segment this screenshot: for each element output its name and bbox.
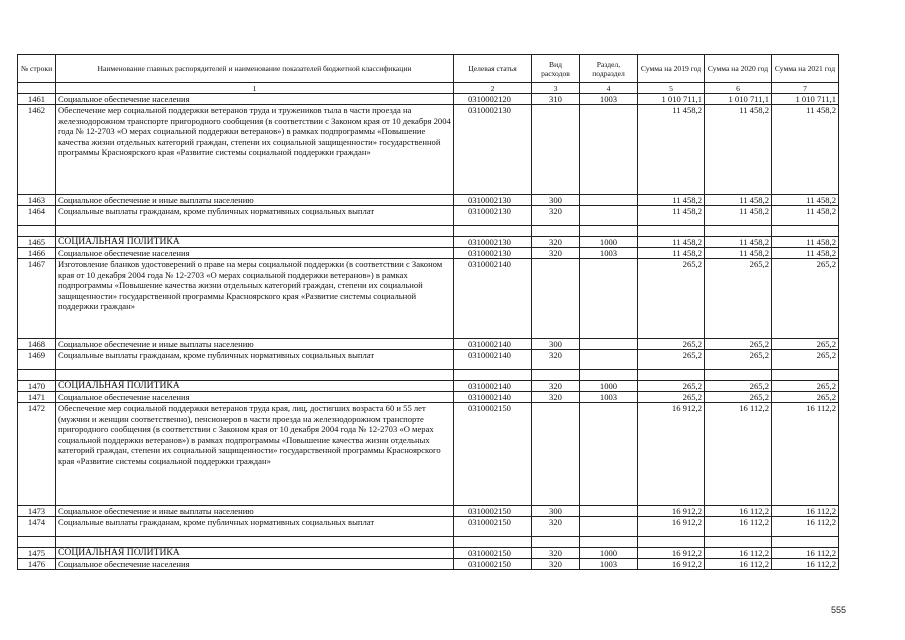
row-section: 1003 xyxy=(580,392,638,403)
header-sum-2020: Сумма на 2020 год xyxy=(705,55,772,83)
row-target-code: 0310002140 xyxy=(454,339,532,350)
header-col-number: 4 xyxy=(580,83,638,94)
row-number: 1476 xyxy=(18,559,56,570)
row-sum-2020: 1 010 711,1 xyxy=(705,94,772,105)
row-number: 1463 xyxy=(18,195,56,206)
table-row xyxy=(18,94,839,105)
row-sum-2021: 11 458,2 xyxy=(772,237,839,248)
row-section xyxy=(580,517,638,537)
spacer-cell xyxy=(532,370,580,381)
row-number: 1468 xyxy=(18,339,56,350)
row-sum-2020: 11 458,2 xyxy=(705,195,772,206)
table-header xyxy=(18,55,839,94)
table-row xyxy=(18,105,839,195)
table-row xyxy=(18,339,839,350)
row-spacer xyxy=(18,370,839,381)
row-expense-type: 320 xyxy=(532,350,580,370)
row-section xyxy=(580,339,638,350)
row-section: 1000 xyxy=(580,381,638,392)
row-sum-2020: 265,2 xyxy=(705,381,772,392)
row-section xyxy=(580,195,638,206)
table-row xyxy=(18,248,839,259)
row-name: Социальные выплаты гражданам, кроме публичных нормативных социальных выплат xyxy=(56,517,454,537)
header-num: № строки xyxy=(18,55,56,83)
table-row xyxy=(18,381,839,392)
row-expense-type: 300 xyxy=(532,339,580,350)
row-target-code: 0310002140 xyxy=(454,392,532,403)
row-sum-2019: 16 912,2 xyxy=(638,403,705,506)
row-number: 1472 xyxy=(18,403,56,506)
row-number: 1473 xyxy=(18,506,56,517)
row-number: 1461 xyxy=(18,94,56,105)
row-expense-type: 320 xyxy=(532,517,580,537)
row-section xyxy=(580,259,638,339)
table-body xyxy=(18,94,839,570)
row-sum-2021: 11 458,2 xyxy=(772,206,839,226)
header-col-number: 5 xyxy=(638,83,705,94)
spacer-cell xyxy=(705,370,772,381)
row-number: 1464 xyxy=(18,206,56,226)
spacer-cell xyxy=(638,370,705,381)
row-sum-2019: 1 010 711,1 xyxy=(638,94,705,105)
row-section xyxy=(580,506,638,517)
table-row xyxy=(18,350,839,370)
row-section xyxy=(580,105,638,195)
row-target-code: 0310002140 xyxy=(454,350,532,370)
table-row xyxy=(18,206,839,226)
row-number: 1474 xyxy=(18,517,56,537)
row-sum-2019: 265,2 xyxy=(638,381,705,392)
spacer-cell xyxy=(532,537,580,548)
row-target-code: 0310002140 xyxy=(454,259,532,339)
row-sum-2021: 16 112,2 xyxy=(772,548,839,559)
row-section xyxy=(580,350,638,370)
table-row xyxy=(18,403,839,506)
spacer-cell xyxy=(638,226,705,237)
spacer-cell xyxy=(772,537,839,548)
row-sum-2021: 16 112,2 xyxy=(772,559,839,570)
row-name: Социальное обеспечение населения xyxy=(56,559,454,570)
row-number: 1467 xyxy=(18,259,56,339)
spacer-cell xyxy=(454,226,532,237)
row-target-code: 0310002120 xyxy=(454,94,532,105)
row-sum-2021: 265,2 xyxy=(772,259,839,339)
spacer-cell xyxy=(18,537,56,548)
row-sum-2021: 265,2 xyxy=(772,392,839,403)
row-expense-type xyxy=(532,403,580,506)
table-row xyxy=(18,548,839,559)
row-number: 1462 xyxy=(18,105,56,195)
row-expense-type: 320 xyxy=(532,206,580,226)
row-sum-2021: 16 112,2 xyxy=(772,517,839,537)
row-sum-2019: 16 912,2 xyxy=(638,517,705,537)
spacer-cell xyxy=(454,370,532,381)
row-expense-type xyxy=(532,259,580,339)
row-number: 1469 xyxy=(18,350,56,370)
row-section: 1003 xyxy=(580,94,638,105)
row-sum-2021: 11 458,2 xyxy=(772,248,839,259)
row-name: СОЦИАЛЬНАЯ ПОЛИТИКА xyxy=(56,237,454,248)
row-sum-2020: 11 458,2 xyxy=(705,206,772,226)
row-sum-2021: 265,2 xyxy=(772,350,839,370)
header-col-number xyxy=(18,83,56,94)
row-expense-type: 320 xyxy=(532,392,580,403)
row-name: Социальное обеспечение и иные выплаты населению xyxy=(56,195,454,206)
row-target-code: 0310002140 xyxy=(454,381,532,392)
row-sum-2019: 265,2 xyxy=(638,339,705,350)
row-sum-2019: 11 458,2 xyxy=(638,237,705,248)
row-sum-2019: 16 912,2 xyxy=(638,559,705,570)
row-number: 1466 xyxy=(18,248,56,259)
row-sum-2019: 11 458,2 xyxy=(638,206,705,226)
row-name: Социальное обеспечение и иные выплаты населению xyxy=(56,339,454,350)
row-section: 1000 xyxy=(580,548,638,559)
row-sum-2020: 16 112,2 xyxy=(705,548,772,559)
row-sum-2021: 265,2 xyxy=(772,339,839,350)
row-sum-2019: 11 458,2 xyxy=(638,105,705,195)
budget-table xyxy=(17,54,839,570)
row-sum-2019: 265,2 xyxy=(638,259,705,339)
table-row xyxy=(18,517,839,537)
table-row xyxy=(18,392,839,403)
row-sum-2021: 1 010 711,1 xyxy=(772,94,839,105)
header-col-number: 2 xyxy=(454,83,532,94)
row-sum-2020: 11 458,2 xyxy=(705,237,772,248)
row-name: Социальное обеспечение населения xyxy=(56,94,454,105)
row-section: 1003 xyxy=(580,248,638,259)
spacer-cell xyxy=(772,226,839,237)
row-name: СОЦИАЛЬНАЯ ПОЛИТИКА xyxy=(56,548,454,559)
row-number: 1475 xyxy=(18,548,56,559)
header-sum-2021: Сумма на 2021 год xyxy=(772,55,839,83)
row-expense-type: 300 xyxy=(532,195,580,206)
row-expense-type: 320 xyxy=(532,237,580,248)
row-sum-2021: 11 458,2 xyxy=(772,105,839,195)
row-target-code: 0310002150 xyxy=(454,517,532,537)
row-name: Социальное обеспечение населения xyxy=(56,248,454,259)
header-col-number: 7 xyxy=(772,83,839,94)
row-target-code: 0310002150 xyxy=(454,403,532,506)
row-sum-2021: 16 112,2 xyxy=(772,403,839,506)
row-name: Социальные выплаты гражданам, кроме публичных нормативных социальных выплат xyxy=(56,206,454,226)
row-target-code: 0310002130 xyxy=(454,237,532,248)
spacer-cell xyxy=(18,370,56,381)
row-sum-2020: 11 458,2 xyxy=(705,248,772,259)
row-sum-2020: 265,2 xyxy=(705,392,772,403)
row-target-code: 0310002130 xyxy=(454,105,532,195)
spacer-cell xyxy=(580,226,638,237)
table-row xyxy=(18,559,839,570)
row-name: Обеспечение мер социальной поддержки ветеранов труда и тружеников тыла в части проезда на железнодорожном транспорте пригородного сообщения (в соответствии с Законом края от 10 декабря 2004 года № 12-2703 «О мерах социальной поддержки ветеранов») в рамках подпрограммы «Повышение качества жизни отдельных категорий граждан, степени их социальной защищенности» государственной программы Красноярского края «Развитие системы социальной поддержки граждан» xyxy=(56,105,454,195)
table-row xyxy=(18,259,839,339)
row-expense-type: 320 xyxy=(532,548,580,559)
spacer-cell xyxy=(454,537,532,548)
row-target-code: 0310002150 xyxy=(454,506,532,517)
row-sum-2019: 11 458,2 xyxy=(638,248,705,259)
row-expense-type: 310 xyxy=(532,94,580,105)
row-number: 1471 xyxy=(18,392,56,403)
row-sum-2020: 16 112,2 xyxy=(705,506,772,517)
row-sum-2020: 265,2 xyxy=(705,259,772,339)
row-target-code: 0310002130 xyxy=(454,206,532,226)
header-col-number: 3 xyxy=(532,83,580,94)
header-col-number: 6 xyxy=(705,83,772,94)
row-name: Социальное обеспечение и иные выплаты населению xyxy=(56,506,454,517)
spacer-cell xyxy=(56,537,454,548)
table-row xyxy=(18,195,839,206)
table-row xyxy=(18,237,839,248)
row-sum-2019: 16 912,2 xyxy=(638,548,705,559)
row-sum-2021: 11 458,2 xyxy=(772,195,839,206)
page-number: 555 xyxy=(831,605,847,615)
row-target-code: 0310002130 xyxy=(454,248,532,259)
row-sum-2020: 16 112,2 xyxy=(705,403,772,506)
spacer-cell xyxy=(772,370,839,381)
row-target-code: 0310002150 xyxy=(454,559,532,570)
row-expense-type: 300 xyxy=(532,506,580,517)
spacer-cell xyxy=(705,537,772,548)
row-name: Социальные выплаты гражданам, кроме публичных нормативных социальных выплат xyxy=(56,350,454,370)
header-vid: Вид расходов xyxy=(532,55,580,83)
row-sum-2021: 265,2 xyxy=(772,381,839,392)
row-sum-2020: 16 112,2 xyxy=(705,517,772,537)
row-sum-2019: 16 912,2 xyxy=(638,506,705,517)
header-col-number: 1 xyxy=(56,83,454,94)
spacer-cell xyxy=(18,226,56,237)
row-target-code: 0310002150 xyxy=(454,548,532,559)
row-sum-2019: 265,2 xyxy=(638,392,705,403)
row-number: 1465 xyxy=(18,237,56,248)
spacer-cell xyxy=(638,537,705,548)
header-code: Целевая статья xyxy=(454,55,532,83)
row-section: 1003 xyxy=(580,559,638,570)
spacer-cell xyxy=(56,370,454,381)
row-sum-2020: 265,2 xyxy=(705,339,772,350)
row-expense-type: 320 xyxy=(532,248,580,259)
row-sum-2020: 16 112,2 xyxy=(705,559,772,570)
row-target-code: 0310002130 xyxy=(454,195,532,206)
header-razdel: Раздел, подраздел xyxy=(580,55,638,83)
row-spacer xyxy=(18,226,839,237)
spacer-cell xyxy=(580,537,638,548)
row-expense-type: 320 xyxy=(532,559,580,570)
row-sum-2019: 265,2 xyxy=(638,350,705,370)
row-number: 1470 xyxy=(18,381,56,392)
spacer-cell xyxy=(56,226,454,237)
row-sum-2020: 11 458,2 xyxy=(705,105,772,195)
row-section xyxy=(580,403,638,506)
row-sum-2021: 16 112,2 xyxy=(772,506,839,517)
header-sum-2019: Сумма на 2019 год xyxy=(638,55,705,83)
row-name: СОЦИАЛЬНАЯ ПОЛИТИКА xyxy=(56,381,454,392)
row-spacer xyxy=(18,537,839,548)
row-name: Социальное обеспечение населения xyxy=(56,392,454,403)
row-sum-2020: 265,2 xyxy=(705,350,772,370)
row-expense-type: 320 xyxy=(532,381,580,392)
row-name: Обеспечение мер социальной поддержки ветеранов труда края, лиц, достигших возраста 60 и 55 лет (мужчин и женщин соответственно), пенсионеров в части проезда на железнодорожном транспорте пригородного сообщения (в соответствии с Законом края от 10 декабря 2004 года № 12-2703 «О мерах социальной поддержки ветеранов») в рамках подпрограммы «Повышение качества жизни отдельных категорий граждан, степени их социальной защищенности» государственной программы Красноярского края «Развитие системы социальной поддержки граждан» xyxy=(56,403,454,506)
spacer-cell xyxy=(705,226,772,237)
spacer-cell xyxy=(580,370,638,381)
row-sum-2019: 11 458,2 xyxy=(638,195,705,206)
row-section xyxy=(580,206,638,226)
row-expense-type xyxy=(532,105,580,195)
row-section: 1000 xyxy=(580,237,638,248)
table-row xyxy=(18,506,839,517)
spacer-cell xyxy=(532,226,580,237)
row-name: Изготовление бланков удостоверений о праве на меры социальной поддержки (в соответствии с Законом края от 10 декабря 2004 года № 12-2703 «О мерах социальной поддержки ветеранов») в рамках подпрограммы «Повышение качества жизни отдельных категорий граждан, степени их социальной защищенности» государственной программы Красноярского края «Развитие системы социальной поддержки граждан» xyxy=(56,259,454,339)
header-name: Наименование главных распорядителей и наименование показателей бюджетной классификации xyxy=(56,55,454,83)
